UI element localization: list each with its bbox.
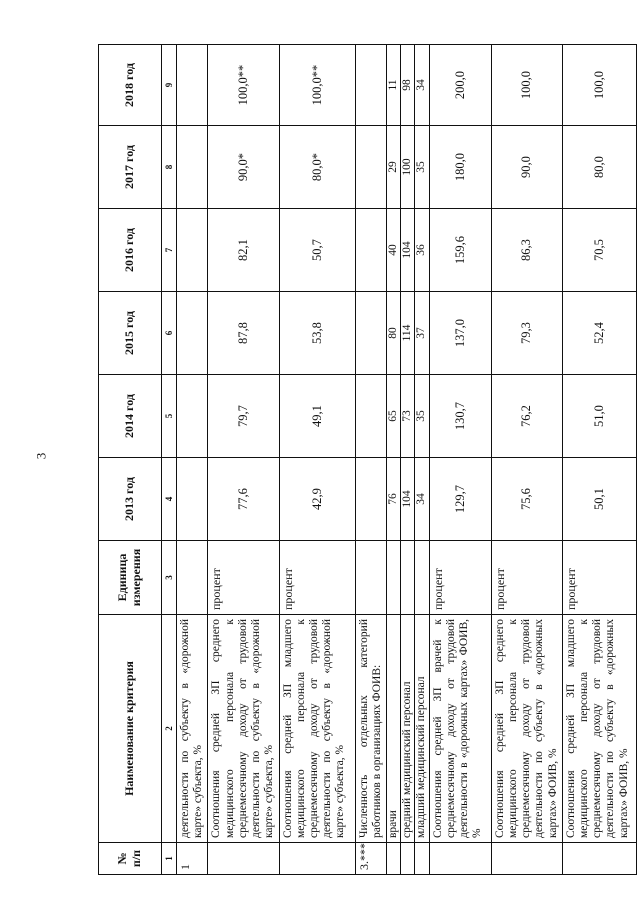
value-cell: [177, 375, 208, 458]
column-index: 3: [162, 541, 177, 615]
value-cell: 137,0: [429, 292, 491, 375]
unit-cell: [177, 541, 208, 615]
table-row: [279, 45, 355, 875]
value-cell: [355, 126, 386, 209]
value-cell: 100,0: [491, 45, 562, 126]
value-cell: 80: [386, 292, 400, 375]
row-number: [562, 843, 636, 875]
value-cell: 70,5: [562, 209, 636, 292]
value-cell: 100: [401, 126, 415, 209]
value-cell: 79,7: [208, 375, 279, 458]
value-cell: 114: [401, 292, 415, 375]
table-body: [162, 45, 637, 875]
unit-cell: процент: [279, 541, 355, 615]
value-cell: 100,0: [562, 45, 636, 126]
row-number: [415, 843, 429, 875]
column-index: 9: [162, 45, 177, 126]
criteria-table: [98, 44, 637, 875]
value-cell: 42,9: [279, 458, 355, 541]
criterion-name: Численность отдельных категорий работников в организациях ФОИВ:: [355, 615, 386, 843]
row-number: [401, 843, 415, 875]
value-cell: [177, 45, 208, 126]
value-cell: [355, 209, 386, 292]
criterion-name: средний медицинский персонал: [401, 615, 415, 843]
unit-cell: процент: [208, 541, 279, 615]
column-index: 7: [162, 209, 177, 292]
value-cell: 80,0: [562, 126, 636, 209]
value-cell: [177, 292, 208, 375]
unit-cell: [386, 541, 400, 615]
value-cell: 100,0**: [279, 45, 355, 126]
value-cell: [355, 458, 386, 541]
header-year: 2014 год: [99, 375, 162, 458]
value-cell: 90,0*: [208, 126, 279, 209]
row-number: [429, 843, 491, 875]
value-cell: 76,2: [491, 375, 562, 458]
criterion-name: Соотношения средней ЗП врачей к среднемесячному доходу от трудовой деятельности в «дорожных картах» ФОИВ, %: [429, 615, 491, 843]
row-number: [208, 843, 279, 875]
header-unit: Единица измерения: [99, 541, 162, 615]
value-cell: 200,0: [429, 45, 491, 126]
value-cell: 53,8: [279, 292, 355, 375]
header-year: 2015 год: [99, 292, 162, 375]
header-year: 2016 год: [99, 209, 162, 292]
column-index: 4: [162, 458, 177, 541]
table-row: [386, 45, 400, 875]
value-cell: 29: [386, 126, 400, 209]
value-cell: 34: [415, 45, 429, 126]
unit-cell: [355, 541, 386, 615]
table-row: [401, 45, 415, 875]
value-cell: 11: [386, 45, 400, 126]
value-cell: 100,0**: [208, 45, 279, 126]
value-cell: [177, 209, 208, 292]
value-cell: 180,0: [429, 126, 491, 209]
value-cell: 86,3: [491, 209, 562, 292]
value-cell: 50,7: [279, 209, 355, 292]
unit-cell: процент: [429, 541, 491, 615]
value-cell: [355, 292, 386, 375]
value-cell: 37: [415, 292, 429, 375]
criterion-name: Соотношения средней ЗП среднего медицинского персонала к среднемесячному доходу от трудовой деятельности по субъекту в «дорожной карте» субъекта, %: [208, 615, 279, 843]
header-number: № п/п: [99, 843, 162, 875]
table-row: [177, 45, 208, 875]
value-cell: [355, 375, 386, 458]
value-cell: 49,1: [279, 375, 355, 458]
value-cell: 40: [386, 209, 400, 292]
value-cell: 104: [401, 209, 415, 292]
value-cell: 98: [401, 45, 415, 126]
unit-cell: [401, 541, 415, 615]
header-criterion-name: Наименование критерия: [99, 615, 162, 843]
column-index: 6: [162, 292, 177, 375]
value-cell: 35: [415, 126, 429, 209]
criterion-name: Соотношения средней ЗП младшего медицинского персонала к среднемесячному доходу от трудовой деятельности по субъекту в «дорожных картах» ФОИВ, %: [562, 615, 636, 843]
table-row: [355, 45, 386, 875]
criterion-name: младший медицинский персонал: [415, 615, 429, 843]
table-row: [562, 45, 636, 875]
value-cell: [177, 126, 208, 209]
value-cell: 129,7: [429, 458, 491, 541]
column-index: 5: [162, 375, 177, 458]
page-number: 3: [33, 452, 49, 460]
value-cell: 65: [386, 375, 400, 458]
value-cell: 73: [401, 375, 415, 458]
value-cell: 159,6: [429, 209, 491, 292]
value-cell: 104: [401, 458, 415, 541]
table-row: [429, 45, 491, 875]
unit-cell: процент: [562, 541, 636, 615]
value-cell: 51,0: [562, 375, 636, 458]
value-cell: 76: [386, 458, 400, 541]
value-cell: 52,4: [562, 292, 636, 375]
table-row: [415, 45, 429, 875]
row-number: 1: [177, 843, 208, 875]
value-cell: 35: [415, 375, 429, 458]
value-cell: 87,8: [208, 292, 279, 375]
value-cell: 130,7: [429, 375, 491, 458]
header-year: 2013 год: [99, 458, 162, 541]
value-cell: 75,6: [491, 458, 562, 541]
row-number: 3.***: [355, 843, 386, 875]
value-cell: [355, 45, 386, 126]
value-cell: 80,0*: [279, 126, 355, 209]
value-cell: 90,0: [491, 126, 562, 209]
value-cell: 50,1: [562, 458, 636, 541]
column-index: 8: [162, 126, 177, 209]
value-cell: 77,6: [208, 458, 279, 541]
criterion-name: Соотношения средней ЗП младшего медицинского персонала к среднемесячному доходу от трудовой деятельности по субъекту в «дорожной карте» субъекта, %: [279, 615, 355, 843]
unit-cell: процент: [491, 541, 562, 615]
value-cell: [177, 458, 208, 541]
column-index-row: [162, 45, 177, 875]
column-index: 2: [162, 615, 177, 843]
header-year: 2017 год: [99, 126, 162, 209]
header-year: 2018 год: [99, 45, 162, 126]
row-number: [279, 843, 355, 875]
table-row: [208, 45, 279, 875]
value-cell: 79,3: [491, 292, 562, 375]
column-index: 1: [162, 843, 177, 875]
row-number: [491, 843, 562, 875]
criterion-name: деятельности по субъекту в «дорожной карте» субъекта, %: [177, 615, 208, 843]
unit-cell: [415, 541, 429, 615]
table-header-row: [99, 45, 162, 875]
row-number: [386, 843, 400, 875]
table-row: [491, 45, 562, 875]
criterion-name: врачи: [386, 615, 400, 843]
value-cell: 82,1: [208, 209, 279, 292]
criterion-name: Соотношения средней ЗП среднего медицинского персонала к среднемесячному доходу от трудовой деятельности по субъекту в «дорожных картах» ФОИВ, %: [491, 615, 562, 843]
value-cell: 36: [415, 209, 429, 292]
rotated-page-content: [98, 45, 630, 875]
value-cell: 34: [415, 458, 429, 541]
